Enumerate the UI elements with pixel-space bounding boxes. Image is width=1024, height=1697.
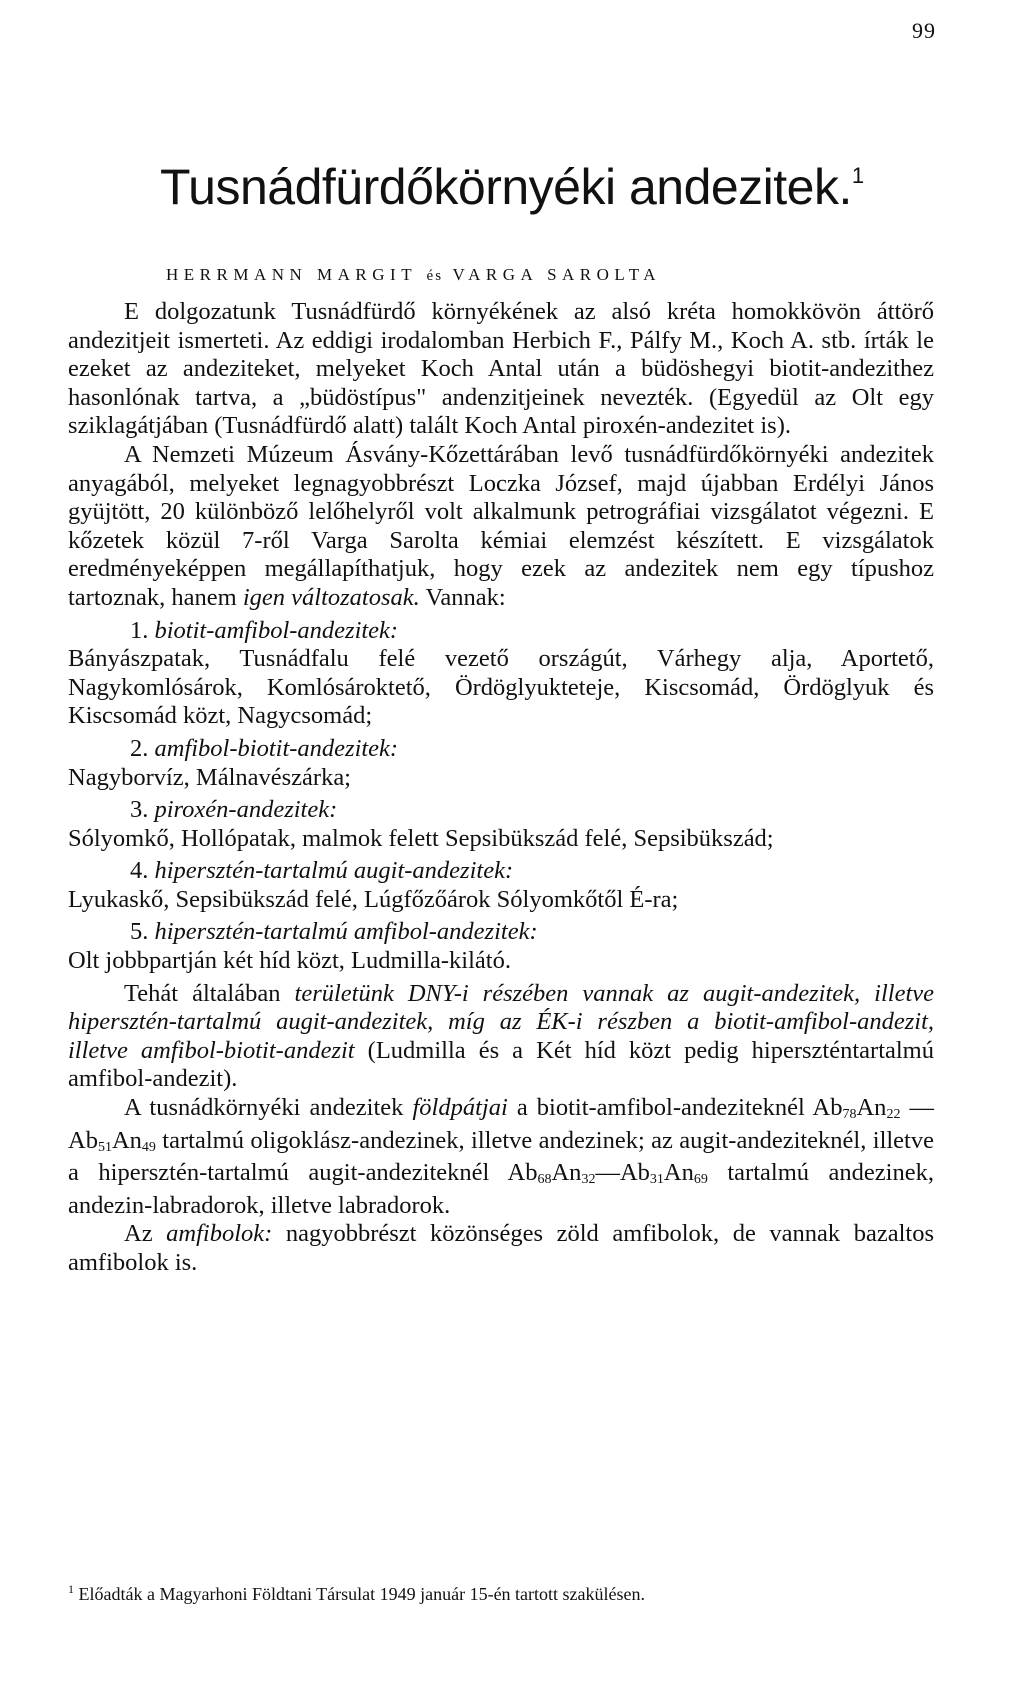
title-text: Tusnádfürdőkörnyéki andezitek.	[160, 159, 852, 215]
list-item-heading: hipersztén-tartalmú amfibol-andezitek:	[154, 918, 538, 946]
paragraph-amphiboles	[68, 1220, 934, 1277]
paragraph-intro: E dolgozatunk Tusnádfürdő környékének az alsó kréta homokkövön áttörő andezitjeit ismerteti. Az eddigi irodalomban Herbich F., Pálfy M., Koch A. stb. írták le ezeket az andeziteket, melyeket Koch Antal után a büdöshegyi biotit-andezithez hasonlónak tartva, a „büdöstípus" andenzitjeinek nevezték. (Egyedül az Olt egy sziklagátjában (Tusnádfürdő alatt) talált Koch Antal piroxén-andezitet is).	[68, 298, 934, 440]
list-item-body: Nagyborvíz, Málnavészárka;	[68, 763, 351, 791]
text-run: a biotit-amfibol-andeziteknél Ab	[507, 1094, 843, 1122]
text-run: tartalmú andezinek, andezin-labradorok, illetve labradorok.	[68, 1159, 934, 1219]
subscript: 51	[97, 1139, 112, 1155]
subscript: 32	[581, 1172, 596, 1188]
text-run: Tehát általában	[124, 979, 295, 1007]
title-footnote-mark: 1	[851, 163, 864, 188]
subscript: 22	[886, 1107, 901, 1123]
list-item-body: Lyukaskő, Sepsibükszád felé, Lúgfőzőárok Sólyomkőtől É-ra;	[68, 885, 679, 913]
text-run: — Ab	[68, 1094, 935, 1154]
list-item-heading: hipersztén-tartalmú augit-andezitek:	[154, 857, 514, 885]
paragraph-material-tail: Vannak:	[425, 583, 506, 611]
emphasis-run: területünk DNY-i részében vannak az augit-andezitek, illetve hipersztén-tartalmú augit-andezitek, míg az ÉK-i részben a biotit-amfibol-andezit, illetve amfibol-biotit-andezit	[68, 979, 934, 1064]
list-item-number: 3.	[130, 796, 149, 824]
emphasis-run: földpátjai	[412, 1094, 508, 1122]
list-item-body: Olt jobbpartján két híd közt, Ludmilla-kilátó.	[68, 947, 511, 975]
list-item	[68, 918, 934, 975]
text-run: —Ab	[595, 1159, 650, 1187]
paragraph-distribution	[68, 980, 934, 1094]
authors-line	[166, 265, 661, 285]
subscript: 49	[141, 1139, 156, 1155]
footnote-text: Előadták a Magyarhoni Földtani Társulat 1949 január 15-én tartott szakülésen.	[74, 1584, 646, 1604]
list-item-body: Sólyomkő, Hollópatak, malmok felett Sepsibükszád felé, Sepsibükszád;	[68, 824, 774, 852]
text-run: A tusnádkörnyéki andezitek	[124, 1094, 413, 1122]
subscript: 31	[649, 1172, 664, 1188]
list-item	[68, 735, 934, 792]
page-number: 99	[912, 18, 936, 43]
list-item-number: 1.	[130, 616, 149, 644]
article-title	[160, 160, 920, 215]
list-item-heading: biotit-amfibol-andezitek:	[154, 616, 399, 644]
subscript: 69	[693, 1172, 708, 1188]
list-item-number: 2.	[130, 734, 149, 762]
footnote-mark: 1	[68, 1582, 74, 1596]
text-run: tartalmú oligoklász-andezinek, illetve andezinek; az augit-andeziteknél, illetve a hipersztén-tartalmú augit-andeziteknél Ab	[68, 1126, 934, 1187]
subscript: 78	[842, 1107, 857, 1123]
list-item-body: Bányászpatak, Tusnádfalu felé vezető országút, Várhegy alja, Aportető, Nagykomlósárok, Komlósároktető, Ördöglyukteteje, Kiscsomád, Ördöglyuk és Kiscsomád közt, Nagycsomád;	[68, 645, 934, 730]
text-run: An	[551, 1159, 582, 1187]
article-body	[68, 298, 934, 1278]
paragraph-material	[68, 441, 934, 613]
paragraph-material-text: A Nemzeti Múzeum Ásvány-Kőzettárában levő tusnádfürdőkörnyéki andezitek anyagából, melyeket legnagyobbrészt Loczka József, majd újabban Erdélyi János gyüjtött, 20 különböző lelőhelyről volt alkalmunk petrográfiai vizsgálatot végezni. E kőzetek közül 7-ről Varga Sarolta kémiai elemzést készített. E vizsgálatok eredményeképpen megállapíthatjuk, hogy ezek az andezitek nem egy típushoz tartoznak, hanem	[68, 440, 934, 611]
text-run: An	[111, 1126, 142, 1154]
text-run: Az	[124, 1220, 167, 1248]
list-item	[68, 796, 934, 853]
emphasis-run: amfibolok:	[166, 1220, 273, 1248]
paragraph-feldspars	[68, 1094, 934, 1220]
list-item	[68, 617, 934, 731]
text-run: nagyobbrészt közönséges zöld amfibolok, de vannak bazaltos amfibolok is.	[68, 1220, 934, 1276]
text-run: An	[663, 1159, 694, 1187]
text-run: (Ludmilla és a Két híd közt pedig hiperszténtartalmú amfibol-andezit).	[68, 1036, 934, 1093]
author-2: VARGA SAROLTA	[452, 265, 662, 284]
rock-type-list	[68, 617, 934, 976]
authors-conjunction: és	[426, 268, 444, 284]
list-item-number: 5.	[130, 918, 149, 946]
author-1: HERRMANN MARGIT	[166, 265, 417, 284]
list-item-heading: amfibol-biotit-andezitek:	[154, 734, 399, 762]
list-item-number: 4.	[130, 857, 149, 885]
list-item	[68, 857, 934, 914]
text-run: An	[856, 1094, 887, 1122]
paragraph-material-emphasis: igen változatosak.	[242, 583, 420, 611]
footnote	[68, 1577, 908, 1606]
list-item-heading: piroxén-andezitek:	[154, 796, 338, 824]
subscript: 68	[537, 1172, 552, 1188]
